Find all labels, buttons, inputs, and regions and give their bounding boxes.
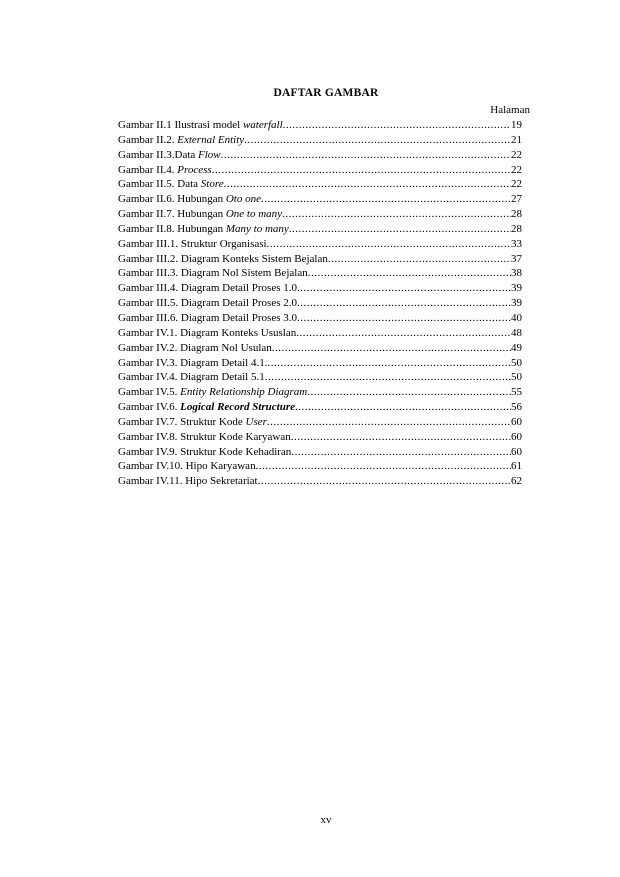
figure-caption <box>118 445 291 460</box>
list-item <box>118 118 522 133</box>
list-item <box>118 296 522 311</box>
figure-caption <box>118 237 267 252</box>
dot-leader <box>328 252 511 267</box>
list-item <box>118 252 522 267</box>
page-title: DAFTAR GAMBAR <box>273 87 379 99</box>
figure-page-number: 61 <box>511 460 522 473</box>
figure-page-number: 27 <box>511 193 522 206</box>
dot-leader <box>272 341 511 356</box>
caption-text: Gambar IV.11. Hipo Sekretariat <box>118 475 258 488</box>
page-number: xv <box>320 814 332 826</box>
dot-leader <box>212 163 511 178</box>
figure-page-number: 60 <box>511 445 522 458</box>
dot-leader <box>267 237 511 252</box>
figure-caption <box>118 281 297 296</box>
figure-page-number: 21 <box>511 133 522 146</box>
figure-page-number: 28 <box>511 222 522 235</box>
dot-leader <box>297 311 511 326</box>
list-item <box>118 148 522 163</box>
caption-text: Gambar II.3.Data <box>118 148 199 161</box>
caption-text: Gambar II.2. <box>118 133 178 146</box>
figure-caption <box>118 133 244 148</box>
figure-caption <box>118 459 256 474</box>
caption-emphasis: User <box>245 415 267 428</box>
caption-text: Gambar IV.8. Struktur Kode Karyawan <box>118 430 291 443</box>
figure-page-number: 62 <box>511 475 522 488</box>
figure-page-number: 39 <box>511 297 522 310</box>
figure-page-number: 22 <box>511 148 522 161</box>
dot-leader <box>289 222 511 237</box>
figure-caption <box>118 474 258 489</box>
list-item <box>118 207 522 222</box>
figure-page-number: 39 <box>511 282 522 295</box>
figure-page-number: 56 <box>511 401 522 414</box>
dot-leader <box>295 400 511 415</box>
list-item <box>118 445 522 460</box>
dot-leader <box>283 118 511 133</box>
figure-caption <box>118 415 267 430</box>
caption-emphasis: Entity Relationship Diagram <box>180 386 308 399</box>
figure-caption <box>118 163 212 178</box>
list-item <box>118 163 522 178</box>
caption-emphasis: External Entity <box>177 133 245 146</box>
caption-text: Gambar III.1. Struktur Organisasi <box>118 237 267 250</box>
figure-page-number: 60 <box>511 415 522 428</box>
caption-emphasis: Flow <box>198 148 221 161</box>
list-item <box>118 370 522 385</box>
caption-text: Gambar IV.3. Diagram Detail 4.1. <box>118 356 268 369</box>
figure-page-number: 50 <box>511 371 522 384</box>
dot-leader <box>308 266 511 281</box>
list-item <box>118 415 522 430</box>
list-item <box>118 311 522 326</box>
figure-page-number: 55 <box>511 386 522 399</box>
caption-text: Gambar II.6. Hubungan <box>118 193 226 206</box>
figure-caption <box>118 148 221 163</box>
dot-leader <box>256 459 511 474</box>
list-item <box>118 356 522 371</box>
figure-caption <box>118 341 272 356</box>
figure-page-number: 33 <box>511 237 522 250</box>
caption-emphasis: waterfall <box>242 119 283 131</box>
caption-text: Gambar II.7. Hubungan <box>118 208 226 221</box>
dot-leader <box>258 474 511 489</box>
figure-caption <box>118 252 328 267</box>
dot-leader <box>307 385 511 400</box>
figure-page-number: 50 <box>511 356 522 369</box>
caption-text: Gambar III.2. Diagram Konteks Sistem Bejalan <box>118 252 328 265</box>
figure-page-number: 40 <box>511 311 522 324</box>
figure-caption <box>118 192 261 207</box>
dot-leader <box>261 192 511 207</box>
caption-text: Gambar III.5. Diagram Detail Proses 2.0 <box>118 297 298 310</box>
caption-text: Gambar IV.4. Diagram Detail 5.1 <box>118 371 265 384</box>
figure-page-number: 48 <box>511 326 522 339</box>
caption-text: Gambar II.1 Ilustrasi model <box>118 119 243 131</box>
caption-emphasis: Many to many <box>225 222 289 235</box>
figure-caption <box>118 385 307 400</box>
figure-caption <box>118 266 308 281</box>
list-item <box>118 266 522 281</box>
figure-caption <box>118 118 283 133</box>
caption-emphasis: Store <box>200 178 224 191</box>
dot-leader <box>297 296 511 311</box>
figure-page-number: 49 <box>511 341 522 354</box>
caption-text: Gambar II.4. <box>118 163 178 176</box>
caption-text: Gambar IV.7. Struktur Kode <box>118 415 246 428</box>
caption-text: Gambar II.8. Hubungan <box>118 222 226 235</box>
dot-leader <box>265 370 511 385</box>
dot-leader <box>296 326 511 341</box>
caption-emphasis: Process <box>177 163 212 176</box>
list-item <box>118 281 522 296</box>
figure-page-number: 22 <box>511 178 522 191</box>
caption-emphasis: Oto one <box>225 193 261 206</box>
figure-caption <box>118 177 224 192</box>
caption-text: Gambar III.3. Diagram Nol Sistem Bejalan <box>118 267 308 280</box>
caption-text: Gambar IV.10. Hipo Karyawan <box>118 460 256 473</box>
figure-caption <box>118 207 282 222</box>
dot-leader <box>221 148 511 163</box>
list-item <box>118 222 522 237</box>
figure-caption <box>118 296 297 311</box>
figure-caption <box>118 370 265 385</box>
dot-leader <box>297 281 511 296</box>
dot-leader <box>291 430 511 445</box>
dot-leader <box>224 177 511 192</box>
list-item <box>118 192 522 207</box>
caption-text: Gambar IV.1. Diagram Konteks Ususlan <box>118 326 297 339</box>
list-item <box>118 177 522 192</box>
figure-page-number: 37 <box>511 252 522 265</box>
list-item <box>118 385 522 400</box>
caption-text: Gambar IV.6. <box>118 401 181 414</box>
list-item <box>118 237 522 252</box>
figure-page-number: 60 <box>511 430 522 443</box>
caption-text: Gambar IV.9. Struktur Kode Kehadiran <box>118 445 292 458</box>
list-item <box>118 474 522 489</box>
figure-page-number: 28 <box>511 208 522 221</box>
dot-leader <box>282 207 511 222</box>
list-item <box>118 459 522 474</box>
list-item <box>118 326 522 341</box>
list-item <box>118 133 522 148</box>
figure-page-number: 19 <box>511 119 522 131</box>
figure-caption <box>118 430 291 445</box>
figure-page-number: 38 <box>511 267 522 280</box>
dot-leader <box>267 415 511 430</box>
list-item <box>118 430 522 445</box>
caption-text: Gambar III.4. Diagram Detail Proses 1.0 <box>118 282 298 295</box>
list-item <box>118 400 522 415</box>
dot-leader <box>291 445 511 460</box>
caption-text: Gambar IV.2. Diagram Nol Usulan <box>118 341 272 354</box>
caption-emphasis: Logical Record Structure <box>180 401 296 414</box>
figure-caption <box>118 356 267 371</box>
figure-page-number: 22 <box>511 163 522 176</box>
figure-caption <box>118 400 295 415</box>
caption-text: Gambar III.6. Diagram Detail Proses 3.0 <box>118 311 298 324</box>
page-column-header: Halaman <box>490 104 530 116</box>
dot-leader <box>267 356 511 371</box>
caption-text: Gambar II.5. Data <box>118 178 201 191</box>
figure-caption <box>118 326 296 341</box>
caption-emphasis: One to many <box>225 208 283 221</box>
dot-leader <box>244 133 511 148</box>
figure-caption <box>118 311 297 326</box>
figure-caption <box>118 222 289 237</box>
list-item <box>118 341 522 356</box>
figure-list <box>118 118 522 489</box>
caption-text: Gambar IV.5. <box>118 386 181 399</box>
